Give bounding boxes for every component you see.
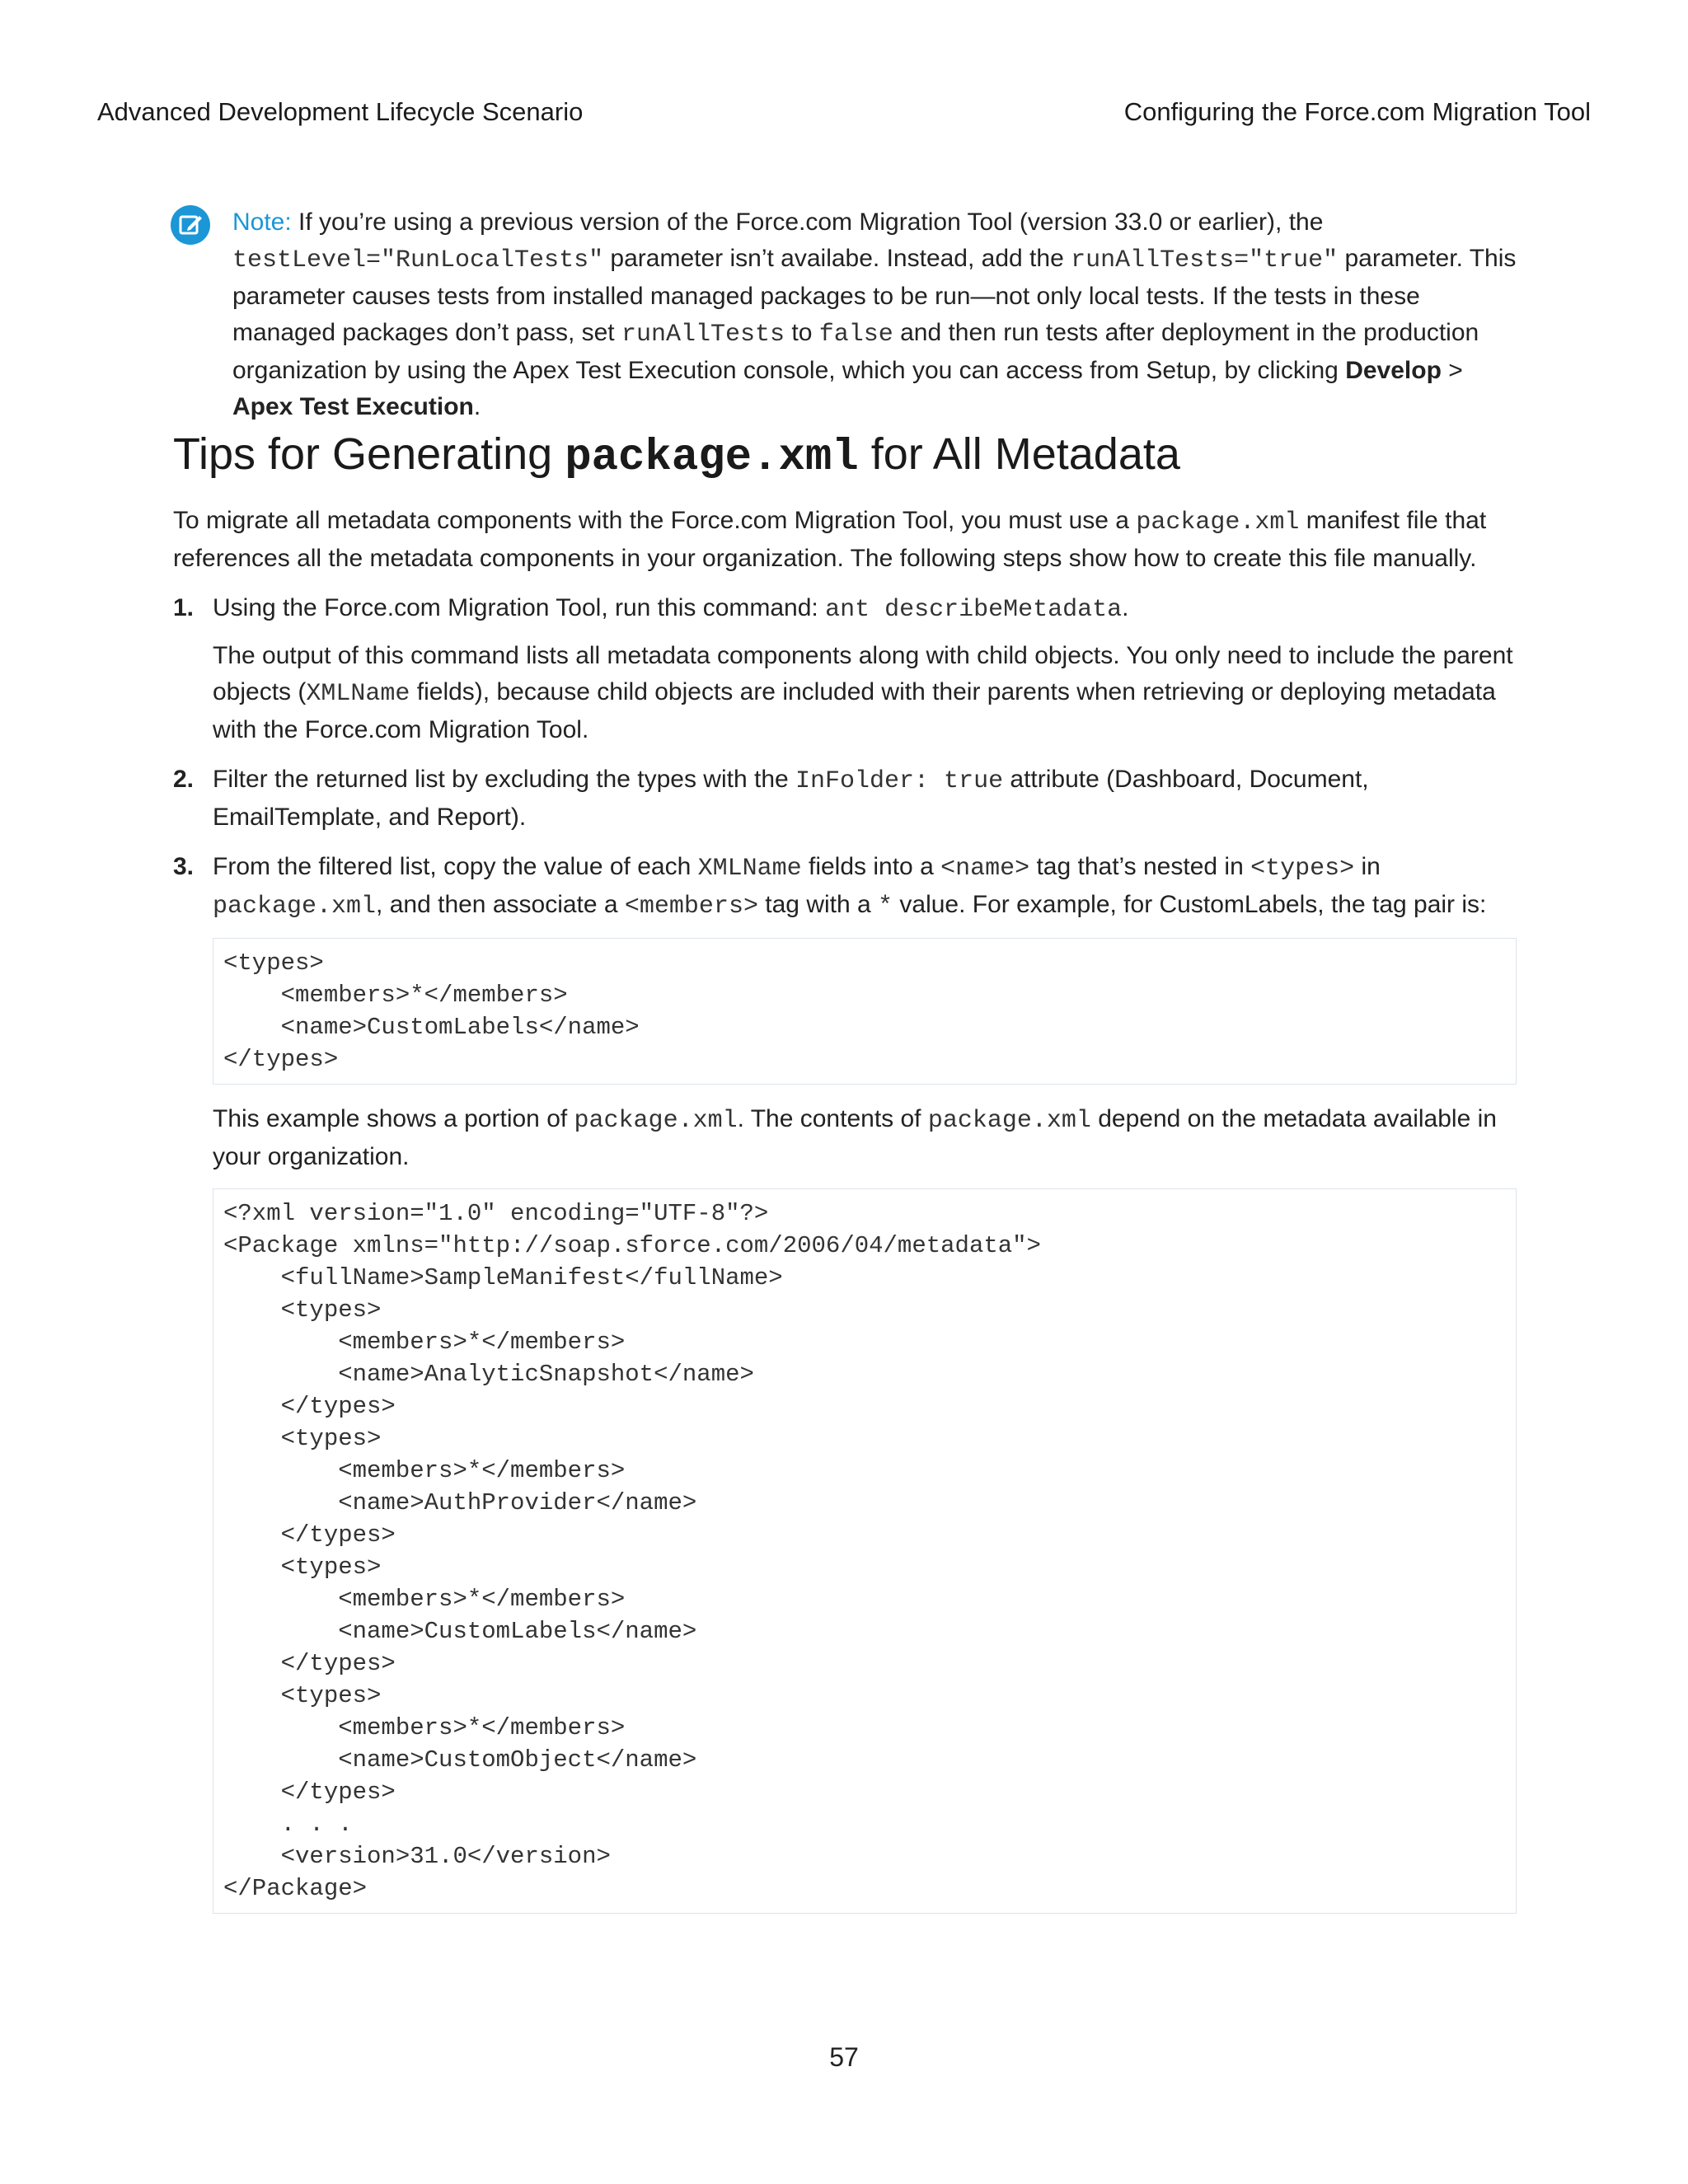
step-2-text <box>213 762 1517 836</box>
note-text-part: parameter isn’t availabe. Instead, add the <box>603 245 1071 272</box>
note-text-part: . <box>473 393 481 420</box>
step-text: tag that’s nested in <box>1029 853 1251 880</box>
step-code: XMLName <box>697 855 802 883</box>
step-text: . <box>1122 594 1129 621</box>
step-text: fields), because child objects are included with their parents when retrieving or deploying metadata with the Force.com Migration Tool. <box>213 678 1496 743</box>
step-text: , and then associate a <box>376 891 625 918</box>
note-text-part: If you’re using a previous version of the Force.com Migration Tool (version 33.0 or earlier), the <box>291 209 1324 236</box>
note-code: testLevel="RunLocalTests" <box>232 246 604 274</box>
heading-code: package.xml <box>565 433 859 483</box>
note-label: Note: <box>232 209 292 236</box>
step-number: 3. <box>173 853 195 880</box>
heading-text: for All Metadata <box>858 429 1180 479</box>
step-code: ant describeMetadata <box>825 596 1123 624</box>
step-text: This example shows a portion of <box>213 1105 574 1132</box>
step-text: From the filtered list, copy the value of each <box>213 853 698 880</box>
step-text: Using the Force.com Migration Tool, run this command: <box>213 594 826 621</box>
step-text: The output of this command lists all metadata components along with child objects. You only need to include the parent objects ( <box>213 642 1513 705</box>
step-code: XMLName <box>306 680 410 708</box>
note-code: false <box>818 321 893 349</box>
step-text: tag with a <box>757 891 879 918</box>
code-sample-package-xml: <?xml version="1.0" encoding="UTF-8"?> <Package xmlns="http://soap.sforce.com/2006/04/metadata"> <fullName>SampleManifest</fullName> <types> <members>*</members> <name>AnalyticSnapshot</name> </types> <types> <members>*</members> <name>AuthProvider</name> </types> <types> <members>*</members> <name>CustomLabels</name> </types> <types> <members>*</members> <name>CustomObject</name> </types> . . . <version>31.0</version> </Package> <box>213 1188 1517 1914</box>
note-code: runAllTests <box>621 321 785 349</box>
step-code: <types> <box>1250 855 1355 883</box>
step-code: InFolder: true <box>795 767 1004 795</box>
step-text: Filter the returned list by excluding the types with the <box>213 766 796 793</box>
note-text-part: parameter. This parameter causes tests from installed managed packages to be run—not only local tests. If the tests in these managed packages don’t pass, set <box>232 245 1517 346</box>
step-text: fields into a <box>801 853 941 880</box>
apex-test-execution-link-text: Apex Test Execution <box>232 393 474 420</box>
note-text-part: > <box>1441 357 1463 384</box>
note-text <box>232 204 1525 425</box>
running-header-left: Advanced Development Lifecycle Scenario <box>97 97 584 126</box>
step-code: <members> <box>624 893 758 921</box>
section-heading <box>173 429 1180 483</box>
step-3 <box>173 849 1517 1914</box>
note-text-part: to <box>785 319 819 346</box>
step-text: . The contents of <box>737 1105 928 1132</box>
intro-text: manifest file that references all the metadata components in your organization. The following steps show how to create this file manually. <box>173 507 1487 572</box>
step-code: package.xml <box>927 1107 1091 1135</box>
note-callout <box>173 204 1525 425</box>
step-text: depend on the metadata available in your organization. <box>213 1105 1497 1170</box>
intro-text: To migrate all metadata components with the Force.com Migration Tool, you must use a <box>173 507 1137 534</box>
intro-paragraph <box>173 503 1517 577</box>
step-code: package.xml <box>213 893 377 921</box>
step-code: package.xml <box>574 1107 738 1135</box>
heading-text: Tips for Generating <box>173 429 565 479</box>
step-1 <box>173 590 1517 748</box>
step-code: * <box>878 893 893 921</box>
step-code: <name> <box>940 855 1030 883</box>
note-code: runAllTests="true" <box>1071 246 1339 274</box>
intro-code: package.xml <box>1136 509 1300 537</box>
step-3-example-text <box>213 1101 1517 1175</box>
step-1-text <box>213 590 1517 628</box>
step-number: 2. <box>173 766 195 793</box>
develop-link-text: Develop <box>1345 357 1442 384</box>
page-number: 57 <box>829 2042 859 2072</box>
step-text: attribute (Dashboard, Document, EmailTemplate, and Report). <box>213 766 1369 831</box>
step-3-text <box>213 849 1517 925</box>
running-header-right: Configuring the Force.com Migration Tool <box>1123 97 1591 126</box>
step-2 <box>173 762 1517 836</box>
step-1-detail <box>213 638 1517 748</box>
step-text: in <box>1354 853 1381 880</box>
note-edit-icon <box>170 204 211 246</box>
code-sample-custom-labels: <types> <members>*</members> <name>CustomLabels</name> </types> <box>213 938 1517 1085</box>
section-content <box>173 503 1517 1930</box>
step-number: 1. <box>173 594 195 621</box>
step-text: value. For example, for CustomLabels, the tag pair is: <box>893 891 1487 918</box>
note-text-part: and then run tests after deployment in the production organization by using the Apex Test Execution console, which you can access from Setup, by clicking <box>232 319 1479 384</box>
